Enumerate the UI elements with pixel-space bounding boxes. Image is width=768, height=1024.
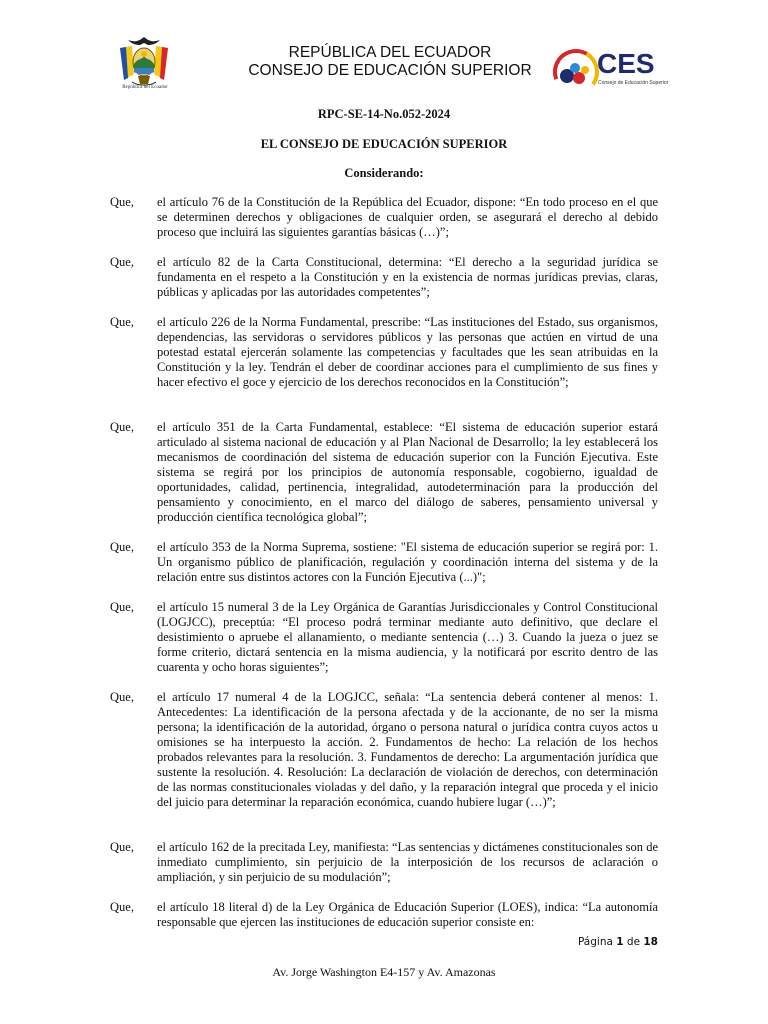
page-number [560,936,658,948]
paragraph-label: Que, [110,540,134,554]
paragraph-text: el artículo 18 literal d) de la Ley Orgánica de Educación Superior (LOES), indica: “La autonomía responsable que ejercen las instituciones de educación superior consiste en: [157,900,658,929]
paragraph-text: el artículo 82 de la Carta Constitucional, determina: “El derecho a la seguridad jurídica se fundamenta en el respeto a la Constitución y en la existencia de normas jurídicas previas, claras, públicas y aplicadas por las autoridades competentes”; [157,255,658,299]
paragraph-text: el artículo 226 de la Norma Fundamental, prescribe: “Las instituciones del Estado, sus organismos, dependencias, las servidoras o servidores públicos y las personas que actúen en virtud de una potestad estatal ejercerán solamente las competencias y facultades que les sean atribuidas en la Constitución y la ley. Tendrán el deber de coordinar acciones para el cumplimiento de sus fines y hacer efectivo el goce y ejercicio de los derechos reconocidos en la Constitución”; [157,315,658,389]
seal-caption: República del Ecuador [122,85,168,90]
resolution-code: RPC-SE-14-No.052-2024 [317,107,451,121]
paragraph-text: el artículo 351 de la Carta Fundamental, establece: “El sistema de educación superior estará articulado al sistema nacional de educación y al Plan Nacional de Desarrollo; la ley establecerá los mecanismos de coordinación del sistema de educación superior con la Función Ejecutiva. Este sistema se regirá por los principios de autonomía responsable, cogobierno, igualdad de oportunidades, calidad, pertinencia, integralidad, autodeterminación para la producción del pensamiento y conocimiento, en el marco del diálogo de saberes, pensamiento universal y producción científica tecnológica global”; [157,420,658,524]
paragraph-label: Que, [110,840,134,854]
footer-address: Av. Jorge Washington E4-157 y Av. Amazonas [272,965,496,979]
paragraph-label: Que, [110,900,134,914]
paragraph-text: el artículo 17 numeral 4 de la LOGJCC, señala: “La sentencia deberá contener al menos: 1. Antecedentes: La identificación de la persona afectada y de la accionante, de no ser la misma persona; la identificación de la autoridad, órgano o persona natural o jurídica contra cuyos actos u omisiones se ha interpuesto la acción. 2. Fundamentos de hecho: La relación de los hechos probados relevantes para la resolución. 3. Fundamentos de derecho: La argumentación jurídica que sustente la resolución. 4. Resolución: La declaración de violación de derechos, con determinación de las normas constitucionales violadas y del daño, y la reparación integral que proceda y el inicio del juicio para determinar la reparación económica, cuando hubiere lugar (…)”; [157,690,658,809]
paragraph-label: Que, [110,255,134,269]
paragraph-label: Que, [110,315,134,329]
paragraph-5 [110,540,658,585]
header-line-1: REPÚBLICA DEL ECUADOR [288,44,492,61]
paragraph-1 [110,195,658,240]
paragraph-text: el artículo 76 de la Constitución de la República del Ecuador, dispone: “En todo proceso en el que se determinen derechos y obligaciones de cualquier orden, se asegurará el derecho al debido proceso que incluirá las siguientes garantías básicas (…)”; [157,195,658,239]
paragraph-label: Que, [110,690,134,704]
paragraph-2 [110,255,658,300]
document-title: EL CONSEJO DE EDUCACIÓN SUPERIOR [260,137,508,151]
paragraph-label: Que, [110,420,134,434]
ces-logo-subtext: Consejo de Educación Superior [598,80,669,86]
paragraph-6 [110,600,658,675]
paragraph-label: Que, [110,600,134,614]
paragraph-9 [110,900,658,930]
paragraph-4 [110,420,658,525]
paragraph-text: el artículo 162 de la precitada Ley, manifiesta: “Las sentencias y dictámenes constitucionales son de inmediato cumplimiento, sin perjuicio de la interposición de los recursos de aclaración o ampliación, y sin perjuicio de su modulación”; [157,840,658,884]
header-title [240,44,540,80]
paragraph-text: el artículo 15 numeral 3 de la Ley Orgánica de Garantías Jurisdiccionales y Control Constitucional (LOGJCC), preceptúa: “El proceso podrá terminar mediante auto definitivo, que declare el desistimiento o apruebe el allanamiento, o mediante sentencia (…) 3. Cuando la jueza o juez se forme criterio, dictará sentencia en la misma audiencia, y la notificará por escrito dentro de las cuarenta y ocho horas siguientes”; [157,600,658,674]
header-line-2: CONSEJO DE EDUCACIÓN SUPERIOR [248,62,532,79]
document-header [0,30,768,100]
document-subtitle: Considerando: [344,166,424,180]
paragraph-text: el artículo 353 de la Norma Suprema, sostiene: "El sistema de educación superior se regirá por: 1. Un organismo público de planificación, regulación y coordinación interna del sistema y de la relación entre sus distintos actores con la Función Ejecutiva (...)"; [157,540,658,584]
paragraph-3 [110,315,658,405]
ces-logo-text: CES [597,48,655,79]
paragraph-8 [110,840,658,885]
page-total: 18 [643,936,658,948]
paragraph-label: Que, [110,195,134,209]
page-of: de [626,936,641,948]
page-label: Página [577,936,613,948]
page-current: 1 [616,936,624,948]
paragraph-7 [110,690,658,825]
